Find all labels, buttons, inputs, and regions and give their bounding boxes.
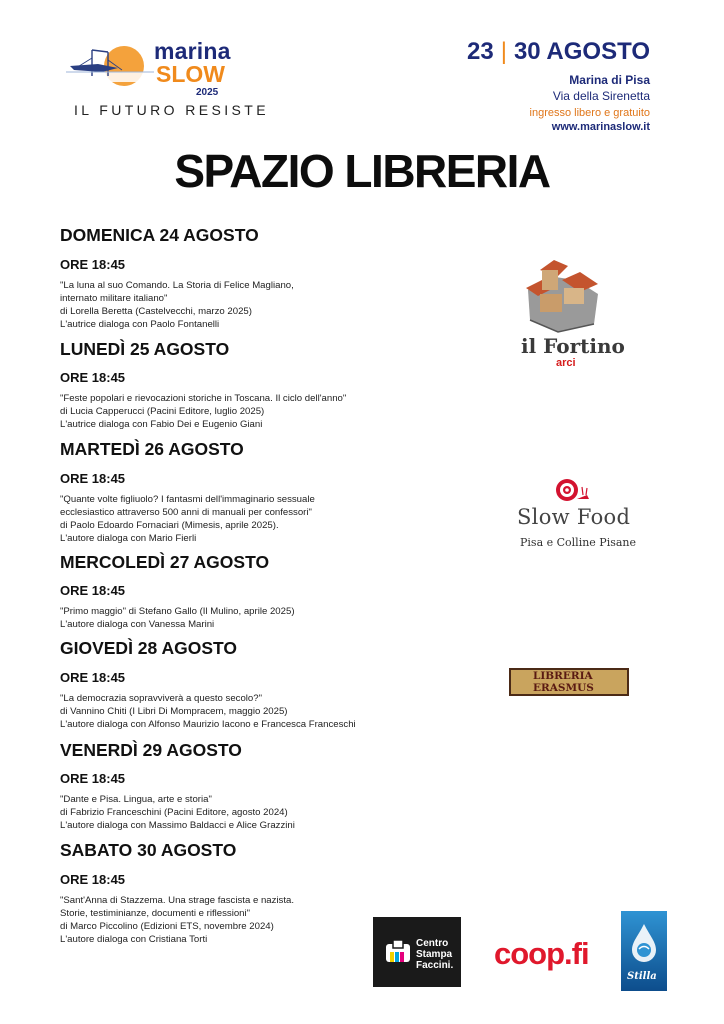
brand-motto: IL FUTURO RESISTE [74, 102, 269, 118]
event-description-line: "Primo maggio" di Stefano Gallo (Il Mulino, aprile 2025) [60, 606, 295, 617]
day-title: MARTEDÌ 26 AGOSTO [60, 439, 244, 459]
day-time: ORE 18:45 [60, 871, 126, 887]
event-description-line: "Feste popolari e rievocazioni storiche in Toscana. Il ciclo dell'anno" [60, 393, 347, 404]
venue-street: Via della Sirenetta [552, 89, 650, 103]
schedule-day [60, 551, 460, 632]
event-description-line: Storie, testiminianze, documenti e riflessioni" [60, 907, 251, 919]
venue-city: Marina di Pisa [569, 73, 650, 87]
event-description-line: ecclesiastico attraverso 500 anni di manuali per confessori" [60, 506, 312, 518]
day-time: ORE 18:45 [60, 583, 126, 598]
stampa-name [416, 938, 453, 971]
event-description-line: di Vannino Chiti (I Libri Di Mompracem, maggio 2025) [60, 705, 288, 717]
event-dates [467, 40, 650, 64]
event-description-line: di Paolo Edoardo Fornaciari (Mimesis, aprile 2025). [60, 519, 279, 531]
schedule-day [60, 338, 460, 432]
brand-year: 2025 [196, 87, 219, 98]
event-description-line: "Dante e Pisa. Lingua, arte e storia" [60, 794, 212, 805]
event-description-line: di Fabrizio Franceschini (Pacini Editore, agosto 2024) [60, 807, 288, 818]
day-title: VENERDÌ 29 AGOSTO [60, 739, 242, 760]
printer-icon [384, 938, 412, 966]
page-title: SPAZIO LIBRERIA [174, 145, 550, 197]
event-description-line: internato militare italiano" [60, 292, 168, 304]
day-title: SABATO 30 AGOSTO [60, 840, 237, 860]
day-time: ORE 18:45 [60, 669, 126, 685]
day-title: GIOVEDÌ 28 AGOSTO [60, 638, 237, 658]
slowfood-name: Slow Food [517, 505, 631, 529]
event-description-line: L'autore dialoga con Vanessa Marini [60, 619, 215, 630]
event-description-line: di Marco Piccolino (Edizioni ETS, novembre 2024) [60, 920, 274, 932]
date-end: 30 AGOSTO [513, 38, 650, 65]
day-time: ORE 18:45 [60, 771, 126, 786]
stilla-name: Stilla [627, 971, 657, 982]
stampa-line-1: Centro [416, 938, 449, 949]
website-link[interactable]: www.marinaslow.it [551, 121, 650, 133]
event-description-line: "Sant'Anna di Stazzema. Una strage fascista e nazista. [60, 894, 295, 906]
event-description-line: L'autore dialoga con Cristiana Torti [60, 933, 208, 945]
event-description-line: di Lucia Capperucci (Pacini Editore, luglio 2025) [60, 406, 265, 417]
event-description-line: L'autrice dialoga con Fabio Dei e Eugenio Giani [60, 419, 263, 430]
water-drop-icon [630, 922, 658, 962]
event-description-line: L'autore dialoga con Alfonso Maurizio Iacono e Francesca Franceschi [60, 718, 356, 730]
marina-slow-logo-icon [62, 42, 162, 90]
day-title: DOMENICA 24 AGOSTO [60, 225, 259, 245]
arci-logo: arci [556, 357, 576, 369]
brand-name-top: marina [154, 38, 231, 64]
schedule-list [60, 227, 460, 946]
day-time: ORE 18:45 [60, 470, 126, 486]
schedule-day [60, 640, 460, 731]
event-description-line: di Lorella Beretta (Castelvecchi, marzo 2025) [60, 305, 252, 317]
entry-note: ingresso libero e gratuito [529, 107, 650, 119]
day-time: ORE 18:45 [60, 256, 126, 272]
event-description-line: "La democrazia sopravviverà a questo secolo?" [60, 692, 262, 704]
stampa-line-3: Faccini. [416, 960, 454, 971]
brand-name-bottom: SLOW [156, 61, 225, 87]
event-description-line: L'autore dialoga con Mario Fierli [60, 532, 197, 544]
event-description-line: L'autore dialoga con Massimo Baldacci e Alice Grazzini [60, 820, 295, 831]
event-description-line: "Quante volte figliuolo? I fantasmi dell'immaginario sessuale [60, 493, 315, 505]
date-start: 23 [467, 38, 494, 65]
day-time: ORE 18:45 [60, 370, 126, 385]
stampa-line-2: Stampa [416, 949, 453, 960]
fortino-name: il Fortino [521, 334, 625, 358]
event-description-line: "La luna al suo Comando. La Storia di Felice Magliano, [60, 279, 294, 291]
coop-logo: coop.fi [494, 936, 589, 971]
schedule-day [60, 441, 460, 545]
snail-icon [549, 477, 591, 503]
schedule-day [60, 227, 460, 331]
day-title: MERCOLEDÌ 27 AGOSTO [60, 551, 270, 572]
fortino-building-icon [518, 250, 604, 334]
day-title: LUNEDÌ 25 AGOSTO [60, 338, 230, 359]
slowfood-subtitle: Pisa e Colline Pisane [520, 536, 637, 549]
erasmus-line-1: LIBRERIA [533, 670, 593, 682]
event-description-line: L'autrice dialoga con Paolo Fontanelli [60, 318, 220, 330]
erasmus-line-2: ERASMUS [533, 682, 594, 694]
schedule-day [60, 739, 460, 833]
date-separator: | [500, 38, 507, 65]
